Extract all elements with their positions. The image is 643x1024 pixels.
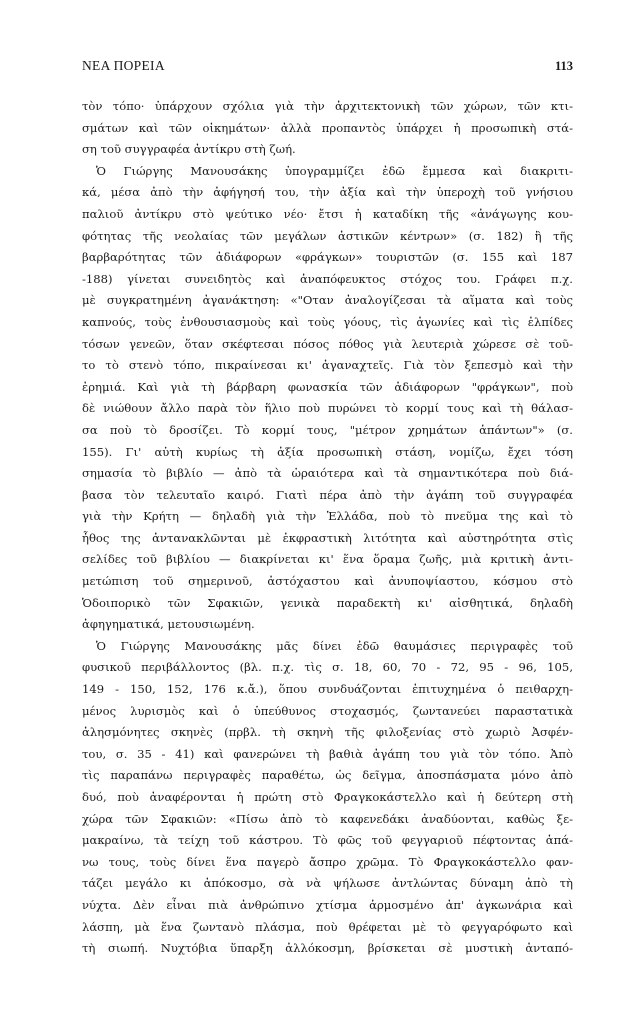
text-line: παλιοῦ ἀντίκρυ στὸ ψεύτικο νέο· ἔτσι ἡ καταδίκη τῆς «ἀνάγωγης κου- [82,206,573,221]
text-line: τὸν τόπο· ὑπάρχουν σχόλια γιὰ τὴν ἀρχιτεκτονικὴ τῶν χώρων, τῶν κτι- [82,99,573,113]
text-line: τόσων γενεῶν, ὅταν σκέφτεσαι πόσος πόθος γιὰ λευτεριὰ χώρεσε σὲ τοῦ- [82,336,573,351]
text-line: σημασία τὸ βιβλίο — ἀπὸ τὰ ὡραιότερα καὶ τὰ σημαντικότερα ποὺ διά- [82,466,573,481]
running-head-title: ΝΕΑ ΠΟΡΕΙΑ [82,58,165,73]
text-line: μετώπιση τοῦ σημερινοῦ, ἀστόχαστου καὶ ἀνυποψίαστου, κόσμου στὸ [82,574,573,589]
text-line: λάσπη, μὰ ἕνα ζωντανὸ πλάσμα, ποὺ θρέφεται μὲ τὸ φεγγαρόφωτο καὶ [82,919,573,934]
text-line: τὴ σιωπή. Νυχτόβια ὕπαρξη ἀλλόκοσμη, βρίσκεται σὲ μυστικὴ ἀνταπό- [82,941,573,956]
text-line: δὲ νιώθουν ἄλλο παρὰ τὸν ἥλιο ποὺ πυρώνει τὸ κορμί τους καὶ τὴ θάλασ- [82,401,573,416]
text-line: ἦθος της ἀντανακλῶνται μὲ ἐκφραστικὴ λιτότητα καὶ αὐστηρότητα στὶς [82,530,573,545]
text-line: 149 - 150, 152, 176 κ.ἄ.), ὅπου συνδυάζονται ἐπιτυχημένα ὁ πειθαρχη- [82,682,573,697]
running-head [82,58,573,74]
text-line: γιὰ τὴν Κρήτη — δηλαδὴ γιὰ τὴν Ἑλλάδα, ποὺ τὸ πνεῦμα της καὶ τὸ [82,509,573,524]
text-line: βαρβαρότητας τῶν ἀδιάφορων «φράγκων» τουριστῶν (σ. 155 καὶ 187 [82,250,573,265]
text-line: σμάτων καὶ τῶν οἰκημάτων· ἀλλὰ προπαντὸς ὑπάρχει ἡ προσωπικὴ στά- [82,120,573,135]
text-line: καπνούς, τοὺς ἐνθουσιασμοὺς καὶ τοὺς γόους, τὶς ἀγωνίες καὶ τὶς ἐλπίδες [82,314,573,329]
text-line: του, σ. 35 - 41) καὶ φανερώνει τὴ βαθιὰ ἀγάπη του γιὰ τὸν τόπο. Ἀπὸ [82,746,573,761]
text-line: χώρα τῶν Σφακιῶν: «Πίσω ἀπὸ τὸ καφενεδάκι ἀναδύονται, καθὼς ξε- [82,811,573,826]
text-line: -188) γίνεται συνειδητὸς καὶ ἀναπόφευκτος στόχος του. Γράφει π.χ. [82,271,573,286]
text-line: μένος λυρισμὸς καὶ ὁ ὑπεύθυνος στοχασμός, ζωντανεύει παραστατικὰ [82,703,573,718]
text-line: Ὁ Γιώργης Μανουσάκης ὑπογραμμίζει ἐδῶ ἔμμεσα καὶ διακριτι- [96,163,573,178]
text-line: μὲ συγκρατημένη ἀγανάκτηση: «"Οταν ἀναλογίζεσαι τὰ αἵματα καὶ τοὺς [82,293,573,308]
text-line: νω τους, τοὺς δίνει ἕνα παγερὸ ἄσπρο χρῶμα. Τὸ Φραγκοκάστελλο φαν- [82,854,573,869]
text-line: 155). Γι' αὐτὴ κυρίως τὴ ἀξία προσωπικὴ στάση, νομίζω, ἔχει τόση [82,444,573,459]
text-line: δυό, ποὺ ἀναφέρονται ἡ πρώτη στὸ Φραγκοκάστελλο καὶ ἡ δεύτερη στὴ [82,790,573,804]
text-line: ἀλησμόνητες σκηνὲς (πρβλ. τὴ σκηνὴ τῆς φιλοξενίας στὸ χωριὸ Ἀσφέν- [82,725,573,740]
text-line: σελίδες τοῦ βιβλίου — διακρίνεται κι' ἕνα ὅραμα ζωῆς, μιὰ κριτικὴ ἀντι- [82,552,573,567]
text-line: τάζει μεγάλο κι ἀπόκοσμο, σὰ νὰ ψήλωσε ἀντλώντας δύναμη ἀπὸ τὴ [82,876,573,891]
body-text [82,96,573,960]
text-line: φότητας τῆς νεολαίας τῶν μεγάλων ἀστικῶν κέντρων» (σ. 182) ἢ τῆς [82,228,573,243]
text-line: ση τοῦ συγγραφέα ἀντίκρυ στὴ ζωή. [82,142,296,157]
text-line: νύχτα. Δὲν εἶναι πιὰ ἀνθρώπινο χτίσμα ἁρμοσμένο ἀπ' ἀγκωνάρια καὶ [82,897,573,912]
text-line: κά, μέσα ἀπὸ τὴν ἀφήγησή του, τὴν ἀξία καὶ τὴν ὑπεροχὴ τοῦ γνήσιου [82,185,573,200]
text-line: Ὁ Γιώργης Μανουσάκης μᾶς δίνει ἐδῶ θαυμάσιες περιγραφὲς τοῦ [96,638,573,653]
text-line: Ὁδοιπορικὸ τῶν Σφακιῶν, γενικὰ παραδεκτὴ κι' αἰσθητικά, δηλαδὴ [82,595,573,610]
text-line: τὶς παραπάνω περιγραφὲς παραθέτω, ὡς δεῖγμα, ἀποσπάσματα μόνο ἀπὸ [82,768,573,783]
text-line: βασα τὸν τελευταῖο καιρό. Γιατὶ πέρα ἀπὸ τὴν ἀγάπη τοῦ συγγραφέα [82,487,573,502]
text-line: το τὸ στενὸ τόπο, πικραίνεσαι κι' ἀγαναχτεῖς. Γιὰ τὸν ξεπεσμὸ καὶ τὴν [82,358,573,373]
text-line: ἀφηγηματικά, μετουσιωμένη. [82,617,255,632]
page-number: 113 [554,59,573,73]
text-line: φυσικοῦ περιβάλλοντος (βλ. π.χ. τὶς σ. 18, 60, 70 - 72, 95 - 96, 105, [82,660,573,675]
text-line: ἐρημιά. Καὶ γιὰ τὴ βάρβαρη φωνασκία τῶν ἀδιάφορων "φράγκων", ποὺ [82,379,573,394]
text-line: σα ποὺ τὸ δροσίζει. Τὸ κορμί τους, "μέτρον χρημάτων ἁπάντων"» (σ. [82,422,573,437]
text-line: μακραίνω, τὰ τείχη τοῦ κάστρου. Τὸ φῶς τοῦ φεγγαριοῦ πέφτοντας ἀπά- [82,833,573,848]
